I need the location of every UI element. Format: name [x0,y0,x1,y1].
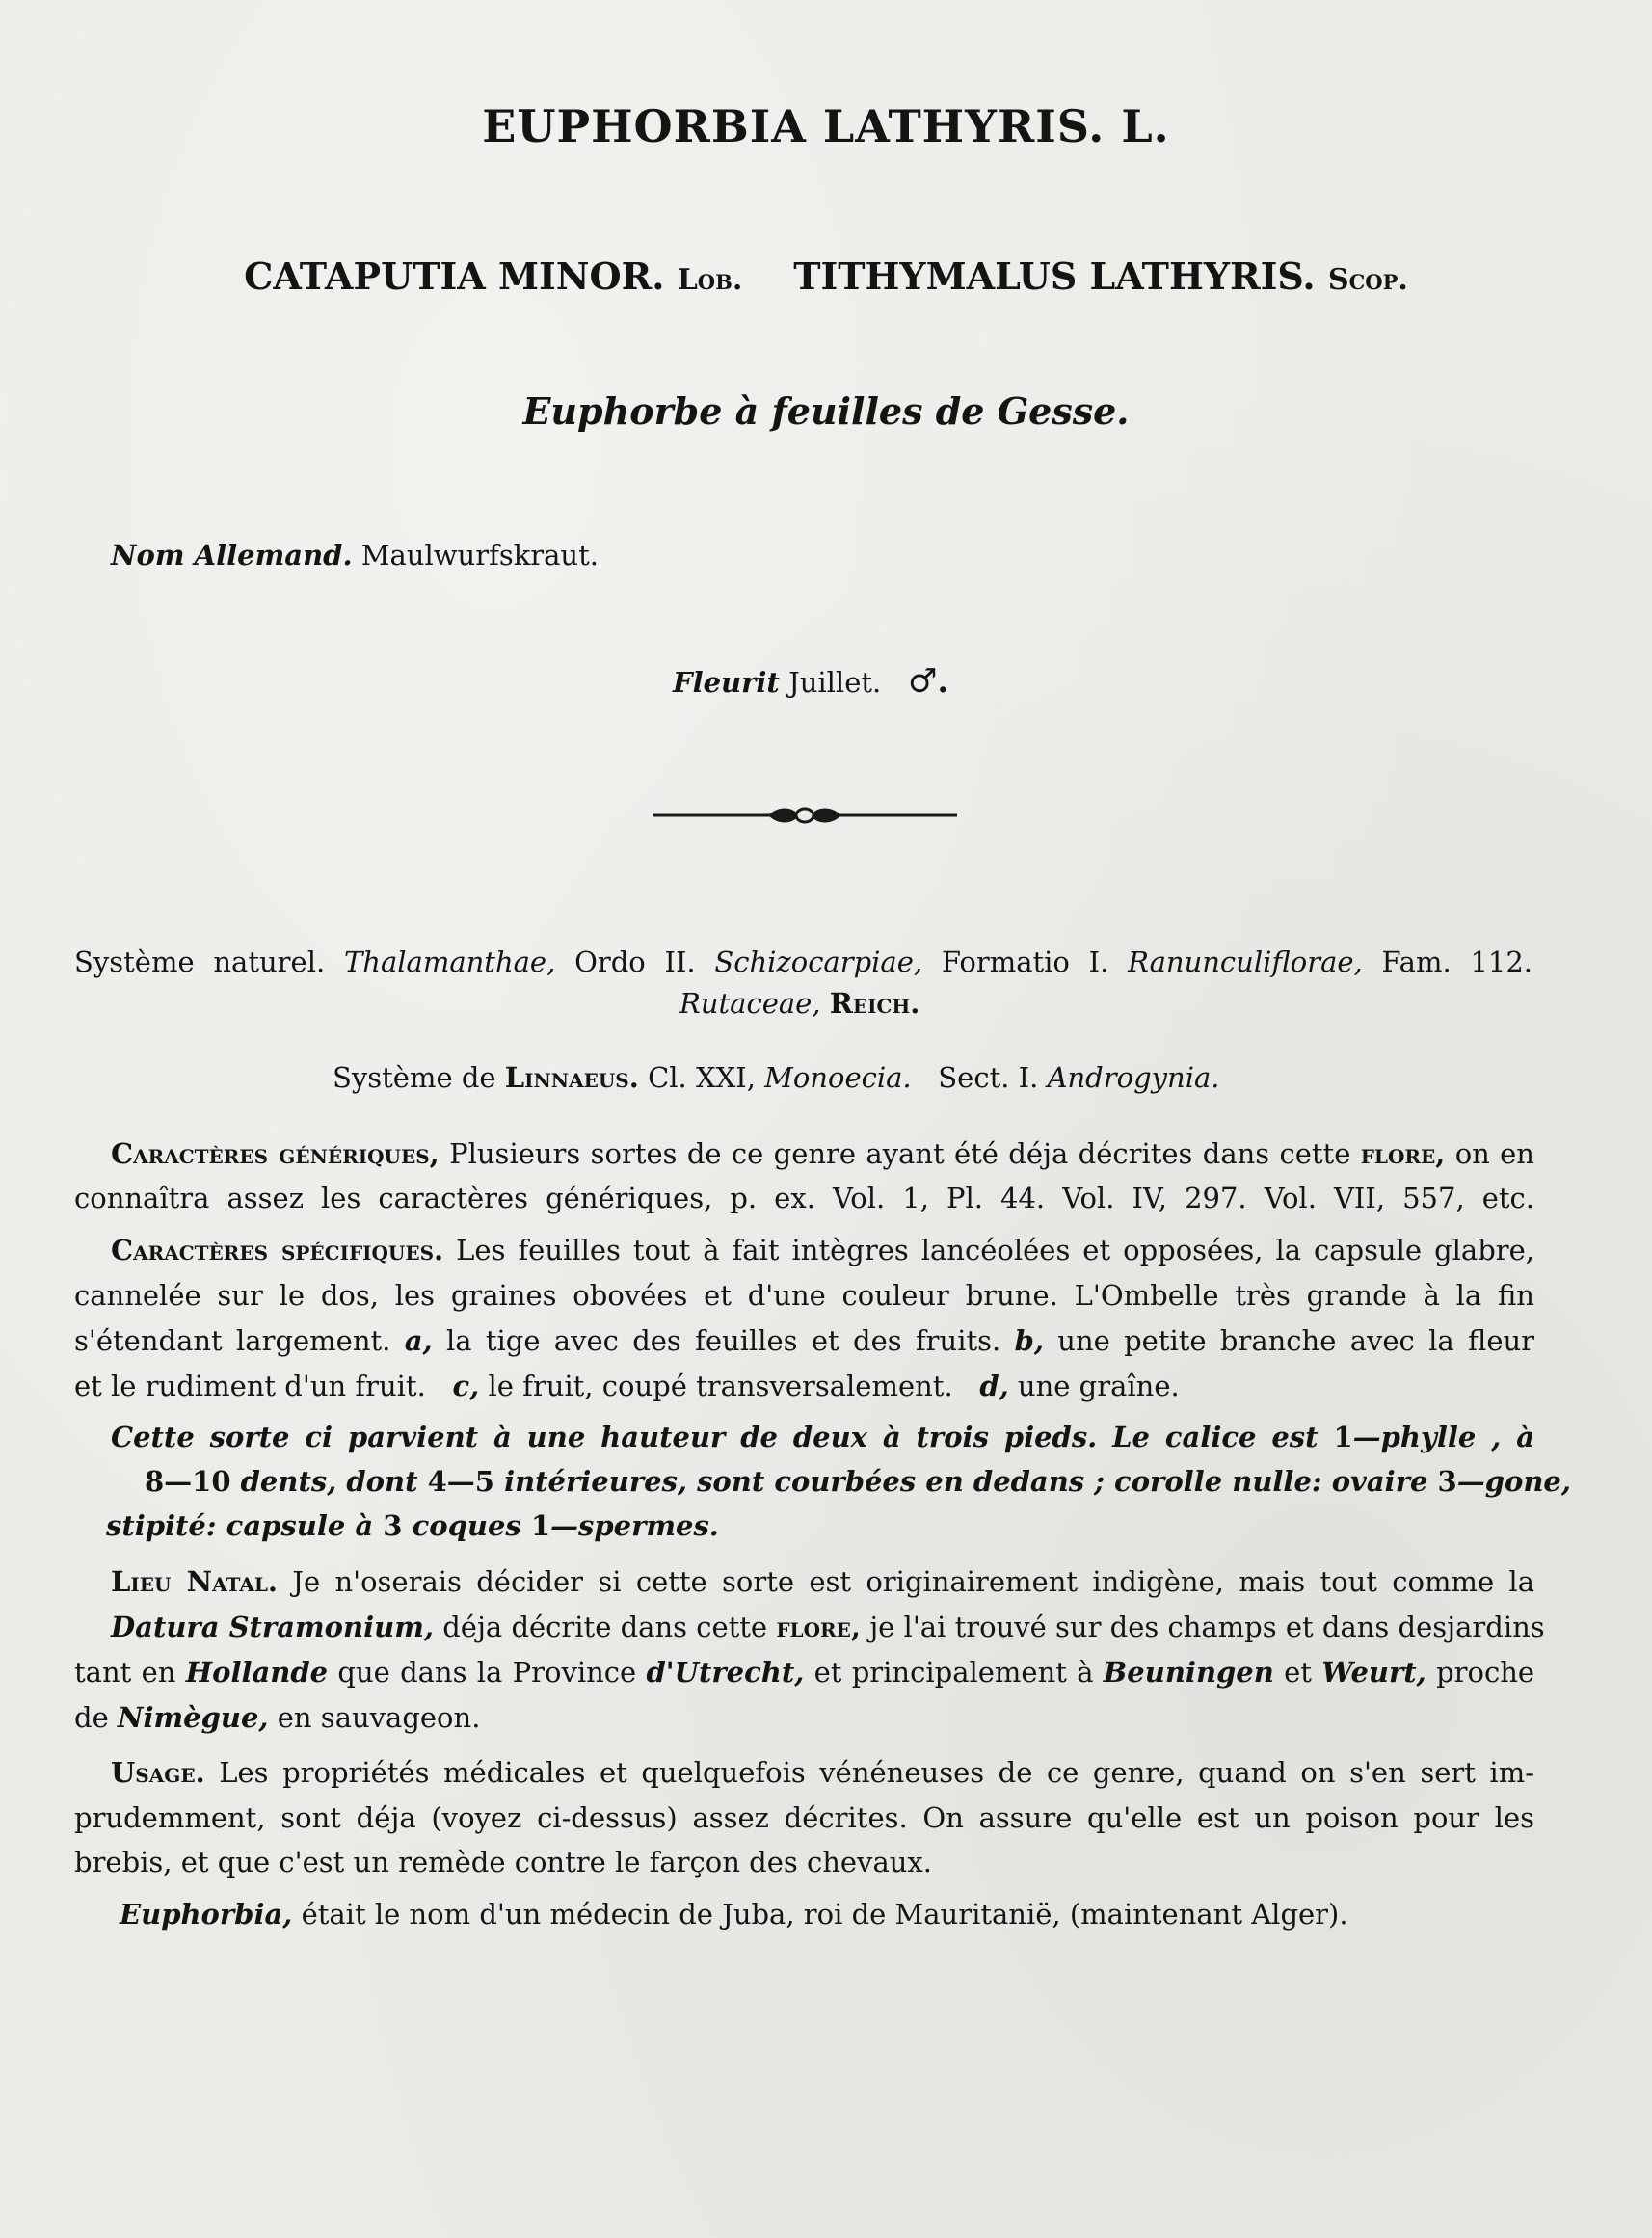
generic-characters-heading: Caractères génériques, [111,1137,440,1170]
description-text2d: intérieures, sont courbées en dedans ; corolle nulle: ovaire [504,1465,1428,1498]
natural-system-author: Reich. [829,987,920,1020]
usage-heading: Usage. [111,1756,205,1789]
native-place-hollande: Hollande [185,1656,329,1689]
usage-text1: Les propriétés médicales et quelquefois vénéneuses de ce genre, quand on s'en sert im- [219,1756,1534,1789]
description-text3e: —spermes. [550,1509,719,1542]
description-num3d: 1 [530,1509,551,1542]
specific-characters-line3 [74,1324,1535,1357]
specific-letter-a: a, [404,1324,433,1357]
synonym2-name: TITHYMALUS LATHYRIS. [793,254,1316,298]
flowering-line [673,662,949,701]
specific-text4c: une graîne. [1017,1370,1180,1402]
generic-characters-flore: flore, [1360,1137,1446,1170]
linnaeus-prefix: Système de [333,1061,496,1094]
native-place-text1: Je n'oserais décider si cette sorte est originairement indigène, mais tout comme la [292,1565,1534,1598]
native-place-line4 [74,1701,481,1734]
synonyms-line [0,254,1652,298]
synonym2-author: Scop. [1327,263,1408,297]
french-name: Euphorbe à feuilles de Gesse. [522,389,1130,433]
description-num2a: 8—10 [145,1465,231,1498]
flowering-month: Juillet. [788,666,882,699]
native-place-line2 [111,1611,1545,1643]
ornament-center [796,809,813,822]
native-place-beuningen: Beuningen [1103,1656,1274,1689]
description-text3c: coques [412,1509,521,1542]
natural-system-ordo: Ordo II. [574,946,696,978]
specific-characters-line4 [74,1372,1180,1400]
description-num2e: 3 [1437,1465,1457,1498]
specific-text3b: la tige avec des feuilles et des fruits. [445,1324,1001,1357]
description-text1a: Cette sorte ci parvient à une hauteur de deux à trois pieds. Le calice est [111,1421,1319,1453]
ornament-left-loop [768,809,799,823]
specific-characters-heading: Caractères spécifiques. [111,1234,444,1266]
native-place-text3g: et [1284,1656,1312,1689]
specific-text3c: une petite branche avec la fleur [1057,1324,1535,1357]
etymology-line [120,1898,1348,1931]
description-text2b: dents, dont [240,1465,418,1498]
natural-system-line2 [679,987,920,1020]
ornament-right-loop [811,809,841,823]
generic-characters-line2: connaîtra assez les caractères génériques, p. ex. Vol. 1, Pl. 44. Vol. IV, 297. Vol. VII, 557, etc. [74,1182,1534,1214]
native-place-weurt: Weurt, [1321,1656,1426,1689]
synonym1-author: Lob. [677,263,743,297]
native-place-text3e: et principalement à [813,1656,1094,1689]
usage-line1 [111,1756,1534,1789]
description-text1c: —phylle , à [1352,1421,1534,1453]
synonym1-name: CATAPUTIA MINOR. [244,254,665,298]
natural-system-formatio-name: Ranunculiflorae, [1128,946,1363,978]
description-text3a: stipité: capsule à [106,1509,374,1542]
native-place-flore: flore, [776,1611,861,1643]
specific-characters-line1 [111,1234,1535,1266]
generic-characters-text1-end: on en [1454,1137,1534,1170]
natural-system-fam: Fam. 112. [1381,946,1533,978]
specific-letter-c: c, [452,1370,480,1402]
german-name-label: Nom Allemand. [111,539,353,572]
description-line2 [145,1465,1571,1498]
linnaeus-name: Linnaeus. [504,1061,639,1094]
native-place-text4a: de [74,1701,109,1734]
usage-line3: brebis, et que c'est un remède contre le farçon des chevaux. [74,1846,932,1878]
native-place-line3 [74,1656,1535,1689]
generic-characters-text1: Plusieurs sortes de ce genre ayant été déja décrites dans cette [449,1137,1351,1170]
flowering-label: Fleurit [673,666,780,699]
page-title: EUPHORBIA LATHYRIS. L. [482,100,1170,152]
biennial-symbol: ♂. [907,662,949,701]
native-place-datura: Datura Stramonium, [111,1611,434,1643]
description-num2c: 4—5 [427,1465,494,1498]
native-place-nimegue: Nimègue, [117,1701,269,1734]
native-place-heading: Lieu Natal. [111,1565,279,1598]
description-line1 [111,1421,1534,1453]
natural-system-ordo-name: Schizocarpiae, [714,946,923,978]
usage-line2: prudemment, sont déja (voyez ci-dessus) assez décrites. On assure qu'elle est un poison pour les [74,1801,1534,1834]
native-place-text3i: proche [1436,1656,1535,1689]
native-place-line1 [111,1565,1534,1598]
specific-letter-d: d, [979,1370,1009,1402]
etymology-text: était le nom d'un médecin de Juba, roi de Mauritanië, (maintenant Alger). [301,1898,1348,1931]
description-num1: 1 [1333,1421,1353,1453]
description-line3 [106,1509,719,1542]
specific-text4a: et le rudiment d'un fruit. [74,1370,426,1402]
generic-characters-line1 [111,1137,1534,1170]
native-place-utrecht: d'Utrecht, [646,1656,805,1689]
natural-system-line1 [74,948,1532,976]
specific-text4b: le fruit, coupé transversalement. [488,1370,953,1402]
natural-system-label: Système naturel. [74,946,326,978]
linnaeus-sect: Sect. I. [938,1061,1039,1094]
description-text2f: —gone, [1456,1465,1571,1498]
description-num3b: 3 [383,1509,403,1542]
specific-letter-b: b, [1014,1324,1044,1357]
linnaeus-class: Cl. XXI, [648,1061,756,1094]
etymology-name: Euphorbia, [120,1898,293,1931]
specific-characters-text1: Les feuilles tout à fait intègres lancéolées et opposées, la capsule glabre, [456,1234,1535,1266]
german-name-line [111,539,599,572]
specific-characters-line2: cannelée sur le dos, les graines obovées et d'une couleur brune. L'Ombelle très grande à la fin [74,1279,1534,1312]
german-name-value: Maulwurfskraut. [360,539,599,572]
natural-system-family: Rutaceae, [679,987,821,1020]
native-place-text2d: je l'ai trouvé sur des champs et dans desjardins [869,1611,1545,1643]
linnaeus-class-name: Monoecia. [764,1061,912,1094]
native-place-text3a: tant en [74,1656,176,1689]
ornament-divider [653,804,957,827]
native-place-text4c: en sauvageon. [277,1701,481,1734]
native-place-text3c: que dans la Province [337,1656,637,1689]
linnaeus-system-line [333,1061,1220,1094]
natural-system-formatio: Formatio I. [941,946,1109,978]
natural-system-class: Thalamanthae, [343,946,556,978]
linnaeus-sect-name: Androgynia. [1047,1061,1220,1094]
specific-text3a: s'étendant largement. [74,1324,391,1357]
native-place-text2b: déja décrite dans cette [442,1611,768,1643]
